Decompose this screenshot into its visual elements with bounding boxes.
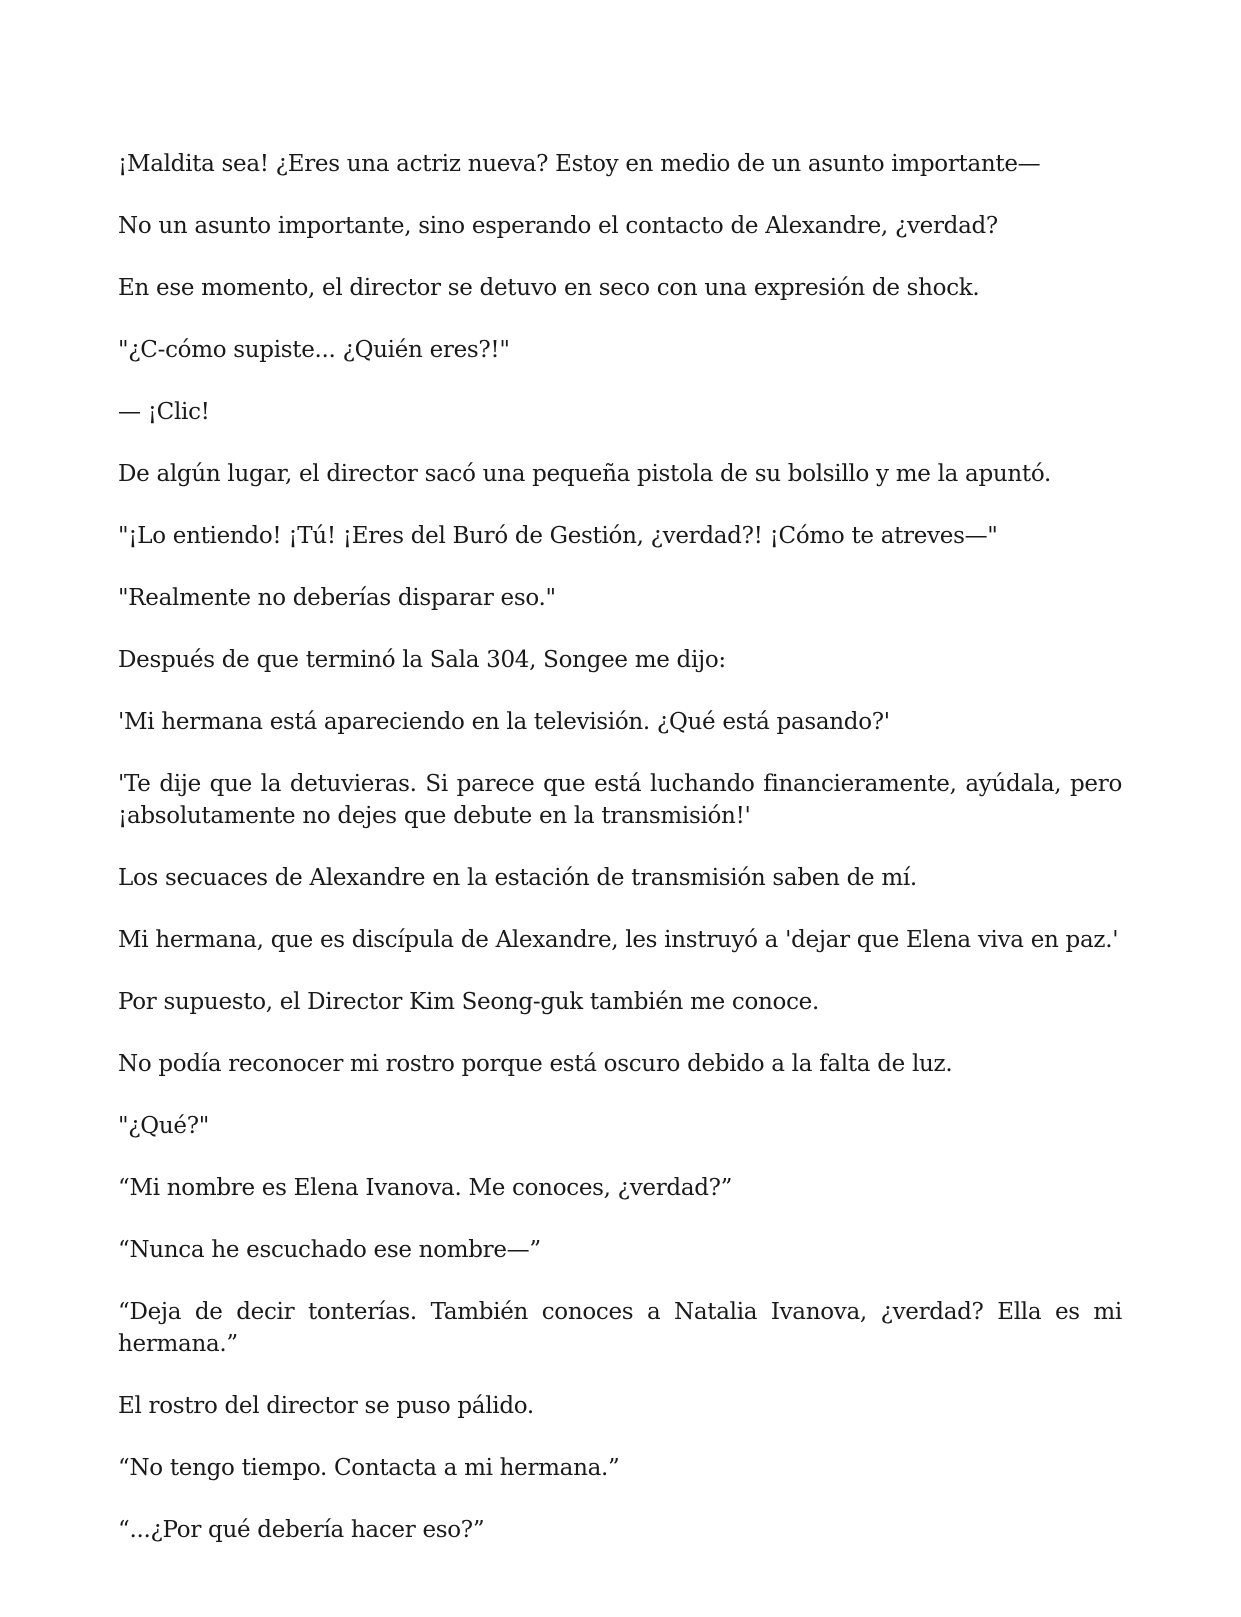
paragraph: — ¡Clic! xyxy=(118,399,210,425)
paragraph: Después de que terminó la Sala 304, Songee me dijo: xyxy=(118,647,726,673)
paragraph: Mi hermana, que es discípula de Alexandre, les instruyó a 'dejar que Elena viva en paz.' xyxy=(118,927,1119,953)
paragraph: No un asunto importante, sino esperando el contacto de Alexandre, ¿verdad? xyxy=(118,213,998,239)
paragraph: El rostro del director se puso pálido. xyxy=(118,1393,534,1419)
paragraph: 'Mi hermana está apareciendo en la televisión. ¿Qué está pasando?' xyxy=(118,709,890,735)
paragraph: Por supuesto, el Director Kim Seong-guk también me conoce. xyxy=(118,989,820,1015)
paragraph: “Nunca he escuchado ese nombre—” xyxy=(118,1237,541,1263)
paragraph: “Deja de decir tonterías. También conoces a Natalia Ivanova, ¿verdad? Ella es mi hermana.” xyxy=(118,1299,1122,1357)
paragraph: No podía reconocer mi rostro porque está oscuro debido a la falta de luz. xyxy=(118,1051,953,1077)
paragraph: En ese momento, el director se detuvo en seco con una expresión de shock. xyxy=(118,275,980,301)
paragraph: "¿Qué?" xyxy=(118,1113,210,1139)
paragraph: "¿C-cómo supiste... ¿Quién eres?!" xyxy=(118,337,510,363)
paragraph: ¡Maldita sea! ¿Eres una actriz nueva? Estoy en medio de un asunto importante— xyxy=(118,151,1041,177)
paragraph: “...¿Por qué debería hacer eso?” xyxy=(118,1517,485,1543)
paragraph: “Mi nombre es Elena Ivanova. Me conoces, ¿verdad?” xyxy=(118,1175,733,1201)
paragraph: De algún lugar, el director sacó una pequeña pistola de su bolsillo y me la apuntó. xyxy=(118,461,1052,487)
paragraph: "¡Lo entiendo! ¡Tú! ¡Eres del Buró de Gestión, ¿verdad?! ¡Cómo te atreves—" xyxy=(118,523,998,549)
document-body xyxy=(118,148,1122,1576)
paragraph: 'Te dije que la detuvieras. Si parece que está luchando financieramente, ayúdala, pero ¡absolutamente no dejes que debute en la transmisión!' xyxy=(118,771,1122,829)
paragraph: "Realmente no deberías disparar eso." xyxy=(118,585,556,611)
paragraph: Los secuaces de Alexandre en la estación de transmisión saben de mí. xyxy=(118,865,917,891)
paragraph: “No tengo tiempo. Contacta a mi hermana.” xyxy=(118,1455,620,1481)
